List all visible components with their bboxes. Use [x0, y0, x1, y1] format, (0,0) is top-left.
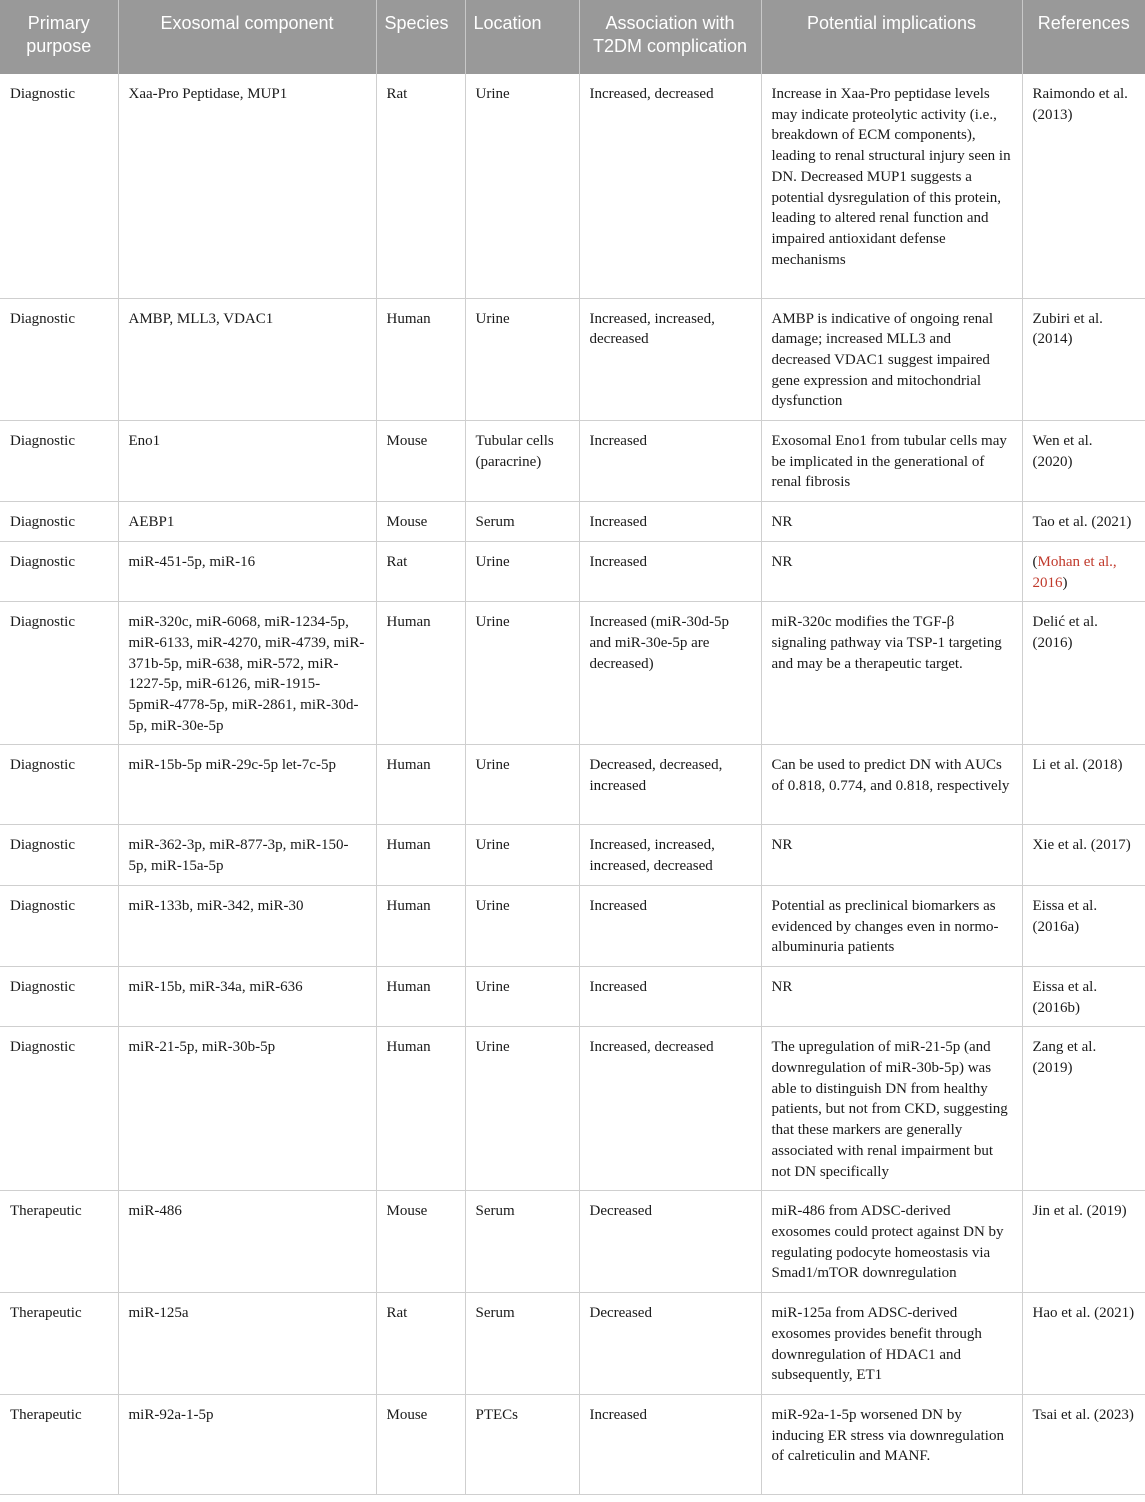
cell-location: Urine — [465, 745, 579, 825]
cell-reference: Xie et al. (2017) — [1022, 825, 1145, 885]
cell-implications: Can be used to predict DN with AUCs of 0.818, 0.774, and 0.818, respectively — [761, 745, 1022, 825]
cell-location: PTECs — [465, 1394, 579, 1494]
cell-purpose: Diagnostic — [0, 1027, 118, 1191]
cell-location: Urine — [465, 602, 579, 745]
header-exosomal-component: Exosomal component — [118, 0, 376, 74]
cell-component: miR-125a — [118, 1293, 376, 1395]
cell-species: Human — [376, 745, 465, 825]
cell-implications: The upregulation of miR-21-5p (and downregulation of miR-30b-5p) was able to distinguish DN from healthy patients, but not from CKD, suggesting that these markers are generally associated with renal impairment but not DN specifically — [761, 1027, 1022, 1191]
header-potential-implications: Potential implications — [761, 0, 1022, 74]
table-row — [0, 966, 1145, 1026]
cell-species: Human — [376, 885, 465, 966]
table-row — [0, 502, 1145, 542]
cell-reference — [1022, 541, 1145, 601]
cell-reference: Zubiri et al. (2014) — [1022, 298, 1145, 421]
cell-reference: Wen et al. (2020) — [1022, 421, 1145, 502]
cell-location: Serum — [465, 502, 579, 542]
header-association: Association with T2DM complication — [579, 0, 761, 74]
cell-species: Human — [376, 602, 465, 745]
cell-reference: Tsai et al. (2023) — [1022, 1394, 1145, 1494]
table-row — [0, 421, 1145, 502]
table-row — [0, 74, 1145, 298]
header-species: Species — [376, 0, 465, 74]
cell-association: Increased — [579, 421, 761, 502]
cell-component: Xaa-Pro Peptidase, MUP1 — [118, 74, 376, 298]
table-row — [0, 825, 1145, 885]
cell-species: Human — [376, 298, 465, 421]
cell-component: miR-15b-5p miR-29c-5p let-7c-5p — [118, 745, 376, 825]
table-row — [0, 745, 1145, 825]
cell-species: Human — [376, 966, 465, 1026]
cell-purpose: Therapeutic — [0, 1293, 118, 1395]
cell-implications: miR-320c modifies the TGF-β signaling pathway via TSP-1 targeting and may be a therapeutic target. — [761, 602, 1022, 745]
cell-species: Mouse — [376, 421, 465, 502]
cell-purpose: Diagnostic — [0, 745, 118, 825]
cell-reference: Delić et al. (2016) — [1022, 602, 1145, 745]
reference-paren-open: ( — [1032, 553, 1038, 570]
cell-species: Human — [376, 825, 465, 885]
cell-reference: Eissa et al. (2016a) — [1022, 885, 1145, 966]
table-row — [0, 541, 1145, 601]
cell-location: Urine — [465, 541, 579, 601]
cell-purpose: Diagnostic — [0, 298, 118, 421]
cell-association: Decreased, decreased, increased — [579, 745, 761, 825]
cell-implications: AMBP is indicative of ongoing renal damage; increased MLL3 and decreased VDAC1 suggest impaired gene expression and mitochondrial dysfunction — [761, 298, 1022, 421]
header-primary-purpose: Primary purpose — [0, 0, 118, 74]
cell-association: Increased — [579, 1394, 761, 1494]
cell-location: Urine — [465, 1027, 579, 1191]
cell-component: miR-451-5p, miR-16 — [118, 541, 376, 601]
cell-location: Urine — [465, 74, 579, 298]
cell-species: Mouse — [376, 502, 465, 542]
cell-location: Serum — [465, 1191, 579, 1293]
cell-component: miR-320c, miR-6068, miR-1234-5p, miR-6133, miR-4270, miR-4739, miR-371b-5p, miR-638, miR-572, miR-1227-5p, miR-6126, miR-1915-5pmiR-4778-5p, miR-2861, miR-30d-5p, miR-30e-5p — [118, 602, 376, 745]
cell-association: Increased — [579, 966, 761, 1026]
cell-component: miR-486 — [118, 1191, 376, 1293]
cell-component: AEBP1 — [118, 502, 376, 542]
cell-association: Increased — [579, 502, 761, 542]
cell-association: Decreased — [579, 1191, 761, 1293]
table-row — [0, 298, 1145, 421]
cell-association: Increased — [579, 885, 761, 966]
cell-purpose: Diagnostic — [0, 421, 118, 502]
header-row — [0, 0, 1145, 74]
cell-reference: Raimondo et al. (2013) — [1022, 74, 1145, 298]
cell-species: Rat — [376, 74, 465, 298]
table-header — [0, 0, 1145, 74]
reference-paren-close: ) — [1062, 574, 1068, 591]
cell-species: Mouse — [376, 1394, 465, 1494]
cell-location: Urine — [465, 298, 579, 421]
cell-species: Rat — [376, 1293, 465, 1395]
cell-implications: Increase in Xaa-Pro peptidase levels may indicate proteolytic activity (i.e., breakdown of ECM components), leading to renal structural injury seen in DN. Decreased MUP1 suggests a potential dysregulation of this protein, leading to altered renal function and impaired antioxidant defense mechanisms — [761, 74, 1022, 298]
header-location: Location — [465, 0, 579, 74]
cell-reference: Tao et al. (2021) — [1022, 502, 1145, 542]
table-row — [0, 1027, 1145, 1191]
table-row — [0, 1394, 1145, 1494]
cell-location: Urine — [465, 825, 579, 885]
cell-location: Serum — [465, 1293, 579, 1395]
cell-location: Tubular cells (paracrine) — [465, 421, 579, 502]
table-row — [0, 602, 1145, 745]
cell-reference: Eissa et al. (2016b) — [1022, 966, 1145, 1026]
cell-component: miR-133b, miR-342, miR-30 — [118, 885, 376, 966]
cell-purpose: Diagnostic — [0, 602, 118, 745]
cell-reference: Jin et al. (2019) — [1022, 1191, 1145, 1293]
table-body — [0, 74, 1145, 1494]
cell-component: miR-21-5p, miR-30b-5p — [118, 1027, 376, 1191]
cell-purpose: Diagnostic — [0, 541, 118, 601]
table-row — [0, 1293, 1145, 1395]
cell-species: Rat — [376, 541, 465, 601]
cell-implications: miR-486 from ADSC-derived exosomes could protect against DN by regulating podocyte homeostasis via Smad1/mTOR downregulation — [761, 1191, 1022, 1293]
cell-association: Increased, increased, decreased — [579, 298, 761, 421]
table-row — [0, 885, 1145, 966]
cell-association: Increased (miR-30d-5p and miR-30e-5p are decreased) — [579, 602, 761, 745]
cell-implications: NR — [761, 825, 1022, 885]
cell-location: Urine — [465, 885, 579, 966]
table-row — [0, 1191, 1145, 1293]
cell-implications: Potential as preclinical biomarkers as evidenced by changes even in normo-albuminuria patients — [761, 885, 1022, 966]
cell-purpose: Diagnostic — [0, 502, 118, 542]
cell-purpose: Diagnostic — [0, 825, 118, 885]
cell-reference: Li et al. (2018) — [1022, 745, 1145, 825]
reference-link[interactable]: Mohan et al., 2016 — [1032, 553, 1117, 591]
cell-implications: NR — [761, 502, 1022, 542]
cell-component: Eno1 — [118, 421, 376, 502]
cell-location: Urine — [465, 966, 579, 1026]
cell-association: Increased, decreased — [579, 74, 761, 298]
cell-component: miR-92a-1-5p — [118, 1394, 376, 1494]
header-references: References — [1022, 0, 1145, 74]
cell-component: AMBP, MLL3, VDAC1 — [118, 298, 376, 421]
cell-purpose: Therapeutic — [0, 1191, 118, 1293]
cell-implications: Exosomal Eno1 from tubular cells may be implicated in the generational of renal fibrosis — [761, 421, 1022, 502]
cell-purpose: Diagnostic — [0, 966, 118, 1026]
cell-association: Increased, increased, increased, decreased — [579, 825, 761, 885]
cell-purpose: Diagnostic — [0, 74, 118, 298]
cell-implications: miR-125a from ADSC-derived exosomes provides benefit through downregulation of HDAC1 and subsequently, ET1 — [761, 1293, 1022, 1395]
cell-species: Mouse — [376, 1191, 465, 1293]
cell-reference: Zang et al. (2019) — [1022, 1027, 1145, 1191]
cell-association: Increased — [579, 541, 761, 601]
cell-association: Decreased — [579, 1293, 761, 1395]
cell-purpose: Diagnostic — [0, 885, 118, 966]
cell-reference: Hao et al. (2021) — [1022, 1293, 1145, 1395]
cell-species: Human — [376, 1027, 465, 1191]
cell-implications: miR-92a-1-5p worsened DN by inducing ER stress via downregulation of calreticulin and MANF. — [761, 1394, 1022, 1494]
cell-purpose: Therapeutic — [0, 1394, 118, 1494]
cell-implications: NR — [761, 966, 1022, 1026]
cell-component: miR-362-3p, miR-877-3p, miR-150-5p, miR-15a-5p — [118, 825, 376, 885]
cell-component: miR-15b, miR-34a, miR-636 — [118, 966, 376, 1026]
cell-association: Increased, decreased — [579, 1027, 761, 1191]
cell-implications: NR — [761, 541, 1022, 601]
